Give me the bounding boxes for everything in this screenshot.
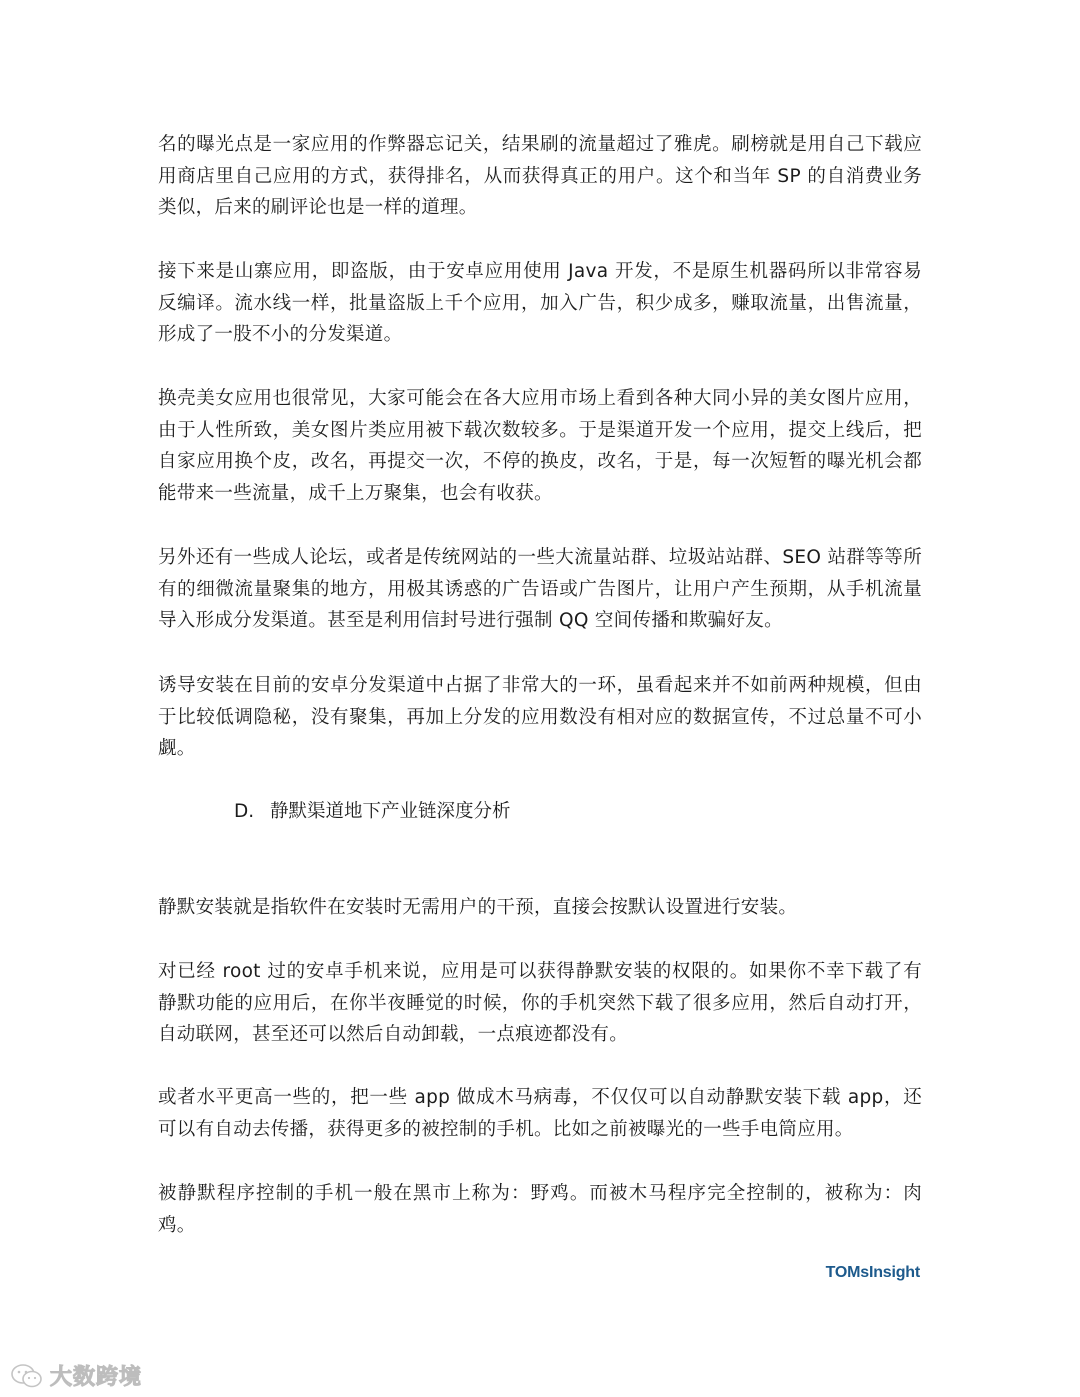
paragraph-root-phones: 对已经 root 过的安卓手机来说，应用是可以获得静默安装的权限的。如果你不幸下载了有静默功能的应用后，在你半夜睡觉的时候，你的手机突然下载了很多应用，然后自动打开，自动联网，甚至还可以然后自动卸载，一点痕迹都没有。 — [158, 961, 922, 1045]
paragraph-reskinned-apps: 换壳美女应用也很常见，大家可能会在各大应用市场上看到各种大同小异的美女图片应用，由于人性所致，美女图片类应用被下载次数较多。于是渠道开发一个应用，提交上线后，把自家应用换个皮，改名，再提交一次，不停的换皮，改名，于是，每一次短暂的曝光机会都能带来一些流量，成千上万聚集，也会有收获。 — [158, 388, 922, 504]
paragraph-ranking-fraud: 名的曝光点是一家应用的作弊器忘记关，结果刷的流量超过了雅虎。刷榜就是用自己下载应用商店里自己应用的方式，获得排名，从而获得真正的用户。这个和当年 SP 的自消费业务类似，后来的刷评论也是一样的道理。 — [158, 134, 922, 218]
paragraph-wild-chicken: 被静默程序控制的手机一般在黑市上称为：野鸡。而被木马程序完全控制的，被称为：肉鸡。 — [158, 1183, 922, 1236]
paragraph-pirated-apps: 接下来是山寨应用，即盗版，由于安卓应用使用 Java 开发，不是原生机器码所以非常容易反编译。流水线一样，批量盗版上千个应用，加入广告，积少成多，赚取流量，出售流量，形成了一股不小的分发渠道。 — [158, 261, 922, 345]
paragraph-silent-install-definition: 静默安装就是指软件在安装时无需用户的干预，直接会按默认设置进行安装。 — [158, 897, 798, 918]
watermark-text: 大数跨境 — [50, 1365, 143, 1390]
paragraph-adult-forums: 另外还有一些成人论坛，或者是传统网站的一些大流量站群、垃圾站站群、SEO 站群等等所有的细微流量聚集的地方，用极其诱惑的广告语或广告图片，让用户产生预期，从手机流量导入形成分发渠道。甚至是利用信封号进行强制 QQ 空间传播和欺骗好友。 — [158, 547, 922, 631]
paragraph-trojan-apps: 或者水平更高一些的，把一些 app 做成木马病毒，不仅仅可以自动静默安装下载 app，还可以有自动去传播，获得更多的被控制的手机。比如之前被曝光的一些手电筒应用。 — [158, 1087, 922, 1140]
wechat-logo-icon — [10, 1363, 44, 1389]
section-title: 静默渠道地下产业链深度分析 — [270, 801, 511, 822]
watermark — [10, 1360, 142, 1391]
paragraph-induced-install: 诱导安装在目前的安卓分发渠道中占据了非常大的一环，虽看起来并不如前两种规模，但由于比较低调隐秘，没有聚集，再加上分发的应用数没有相对应的数据宣传，不过总量不可小觑。 — [158, 675, 922, 759]
brand-logo: TOMsInsight — [825, 1264, 920, 1281]
section-number: D. — [234, 801, 255, 822]
section-heading — [234, 798, 511, 826]
